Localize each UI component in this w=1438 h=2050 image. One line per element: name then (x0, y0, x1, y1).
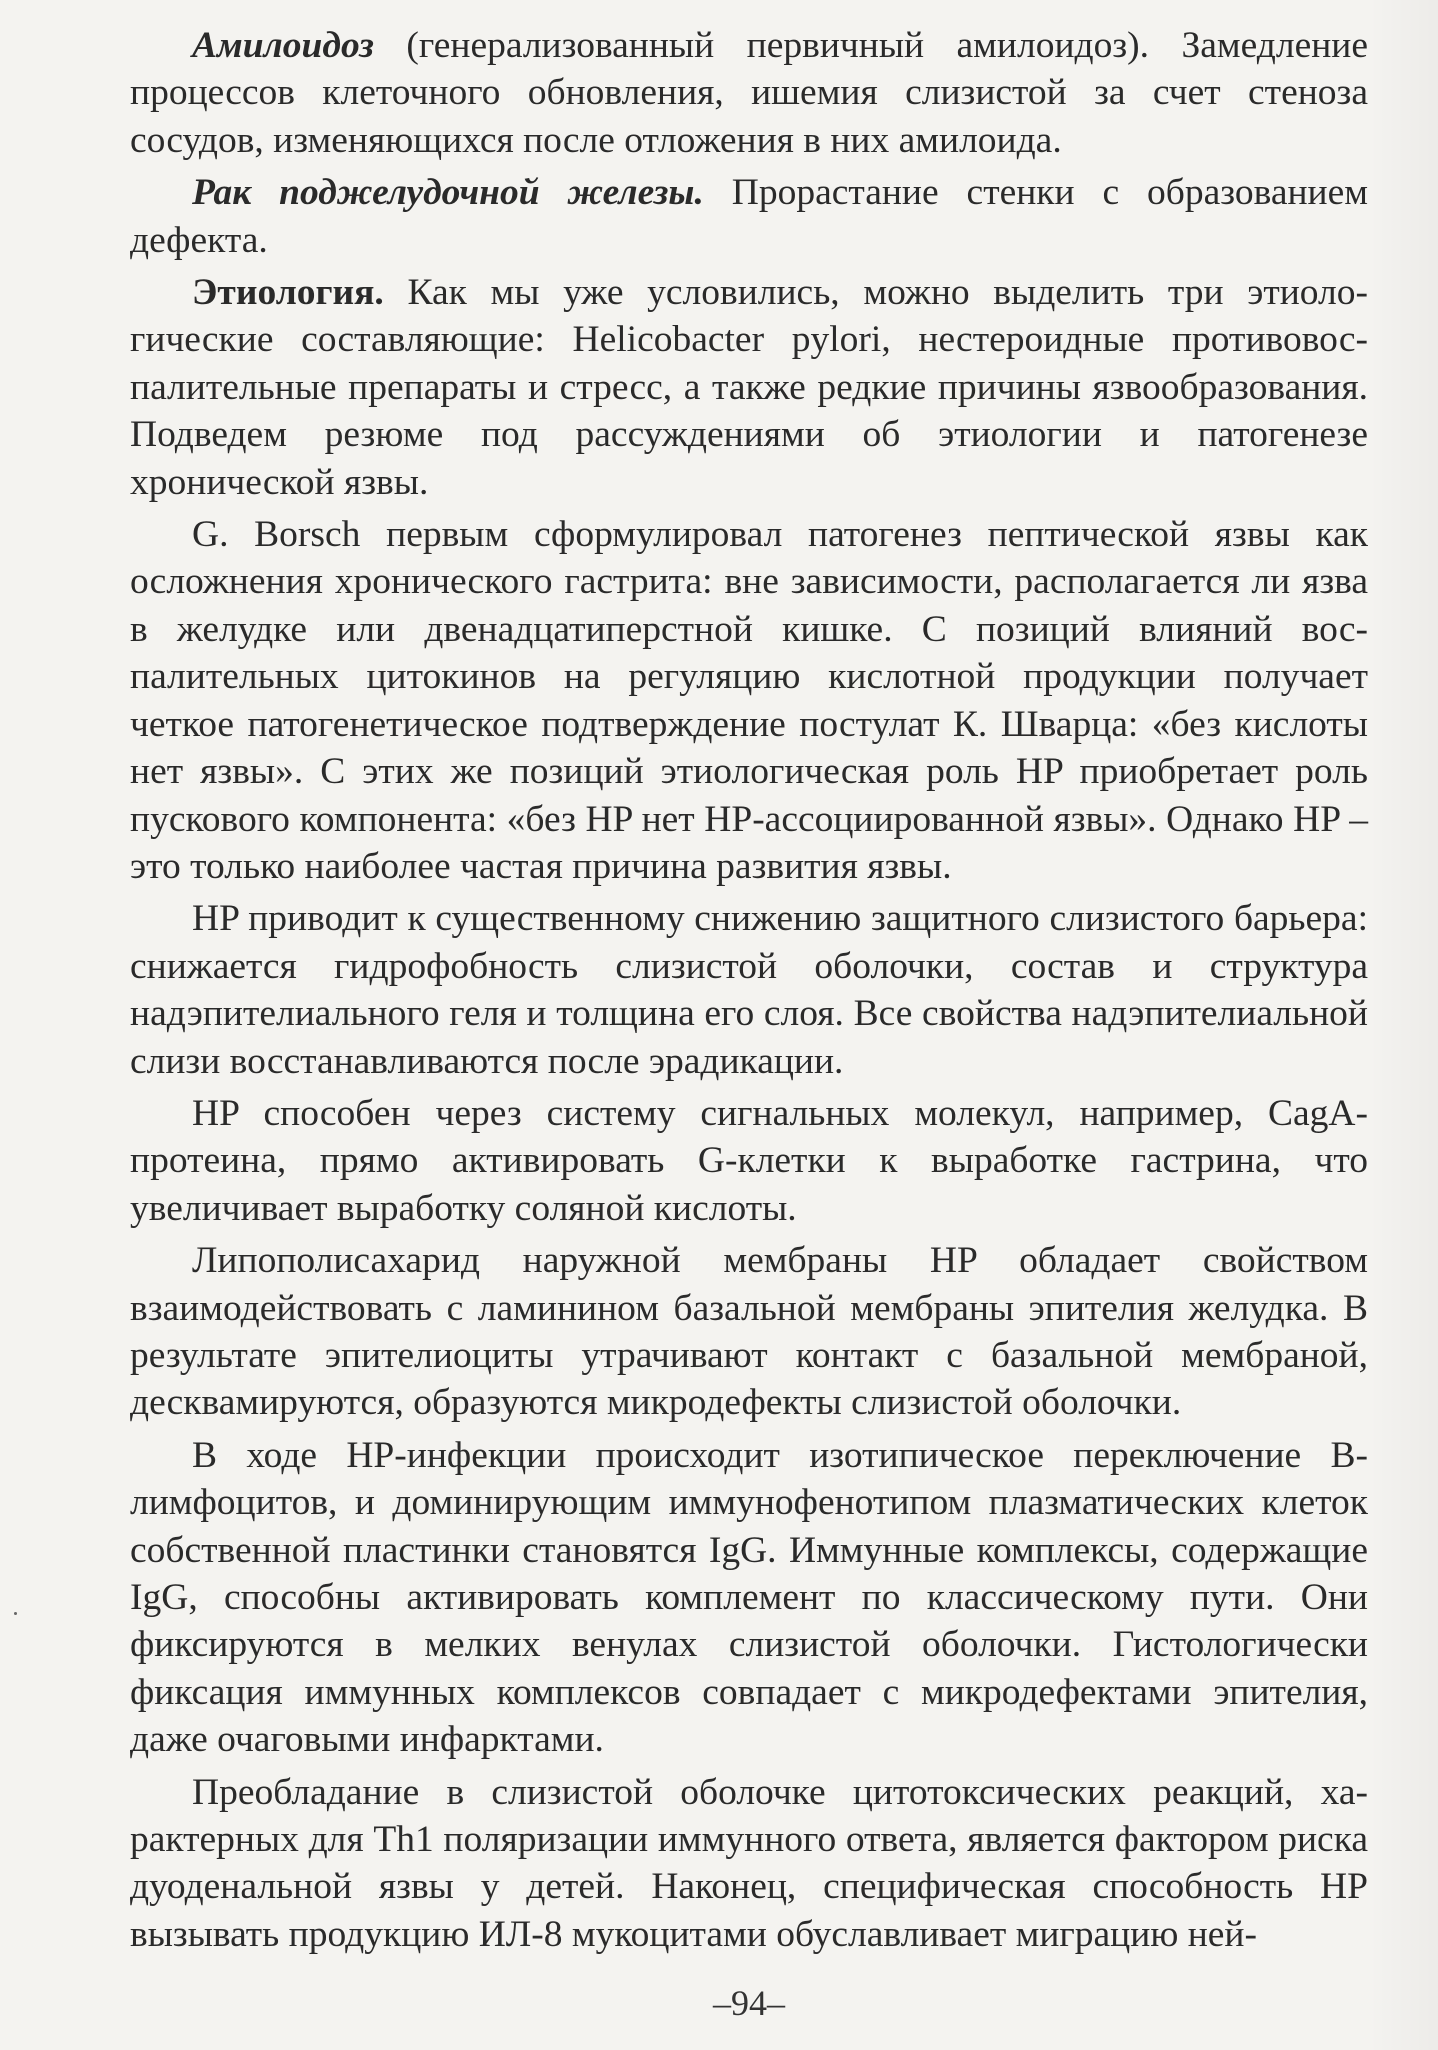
scan-speck (14, 1612, 17, 1615)
paragraph-text: (генерализованный первичный амилоидоз). Замедление процессов клеточного обновления, ишемия слизистой за счет стеноза сосудов, изменяющихся после отложения в них амилоида. (130, 25, 1368, 161)
term-heading: Амилоидоз (192, 25, 374, 66)
paragraph-lipopolysaccharide (130, 1237, 1368, 1427)
body-text (130, 22, 1368, 1958)
paragraph-text: Липополисахарид наружной мембраны HP обладает свойством взаимодействовать с ламинином базальной мембраны эпителия желудка. В результате эпителиоциты утрачивают контакт с базальной мембраной, десквамируются, образуются микродефекты слизистой оболочки. (130, 1240, 1368, 1424)
paragraph-cytotoxic (130, 1769, 1368, 1959)
paragraph-text: HP способен через систему сигнальных молекул, например, CagA-протеина, прямо активировать G-клетки к выработке гастрина, что увеличивает выработку соляной кислоты. (130, 1092, 1368, 1229)
section-heading: Этиология. (192, 272, 384, 314)
paragraph-borsch (130, 511, 1368, 890)
paragraph-amyloidosis (130, 22, 1368, 164)
term-heading: Рак поджелудочной железы. (192, 172, 704, 214)
page-number: –94– (713, 1983, 785, 2023)
paragraph-hp-gastrin (130, 1090, 1368, 1232)
paragraph-etiology (130, 269, 1368, 506)
book-page (130, 22, 1368, 2022)
paragraph-text: Прорастание стенки с образованием дефекта. (130, 172, 1368, 261)
paragraph-hp-barrier (130, 895, 1368, 1085)
paragraph-pancreatic-cancer (130, 169, 1368, 264)
paragraph-text: В ходе HP-инфекции происходит изотипическое переключение B-лимфоцитов, и доминирующим иммунофенотипом плазматических клеток собственной пластинки становятся IgG. Иммунные комплексы, содержащие IgG, способны активировать комплемент по классическому пути. Они фиксируются в мелких венулах слизистой оболочки. Гистологически фиксация иммунных комплексов совпадает с микродефектами эпителия, даже очаговыми инфарктами. (130, 1434, 1368, 1761)
paragraph-hp-infection (130, 1432, 1368, 1764)
paragraph-text: Преобладание в слизистой оболочке цитотоксических реакций, характерных для Th1 поляризации иммунного ответа, является фактором риска дуоденальной язвы у детей. Наконец, специфическая способность HP вызывать продукцию ИЛ-8 мукоцитами обуславливает миграцию ней- (130, 1771, 1368, 1955)
paragraph-text: G. Borsch первым сформулировал патогенез пептической язвы как осложнения хронического гастрита: вне зависимости, располагается ли язва в желудке или двенадцатиперстной кишке. С позиций влияний воспалительных цитокинов на регуляцию кислотной продукции получает четкое патогенетическое подтверждение постулат К. Шварца: «без кислоты нет язвы». С этих же позиций этиологическая роль HP приобретает роль пускового компонента: «без HP нет HP-ассоциированной язвы». Однако HP – это только наиболее частая причина развития язвы. (130, 514, 1368, 887)
page-edge-shadow (1368, 0, 1438, 2050)
paragraph-text: Как мы уже условились, можно выделить три этиологические составляющие: Helicobacter pylori, нестероидные противовоспалительные препараты и стресс, а также редкие причины язвообразования. Подведем резюме под рассуждениями об этиологии и патогенезе хронической язвы. (130, 272, 1368, 503)
paragraph-text: HP приводит к существенному снижению защитного слизистого барьера: снижается гидрофобность слизистой оболочки, состав и структура надэпителиального геля и толщина его слоя. Все свойства надэпителиальной слизи восстанавливаются после эрадикации. (130, 898, 1368, 1082)
